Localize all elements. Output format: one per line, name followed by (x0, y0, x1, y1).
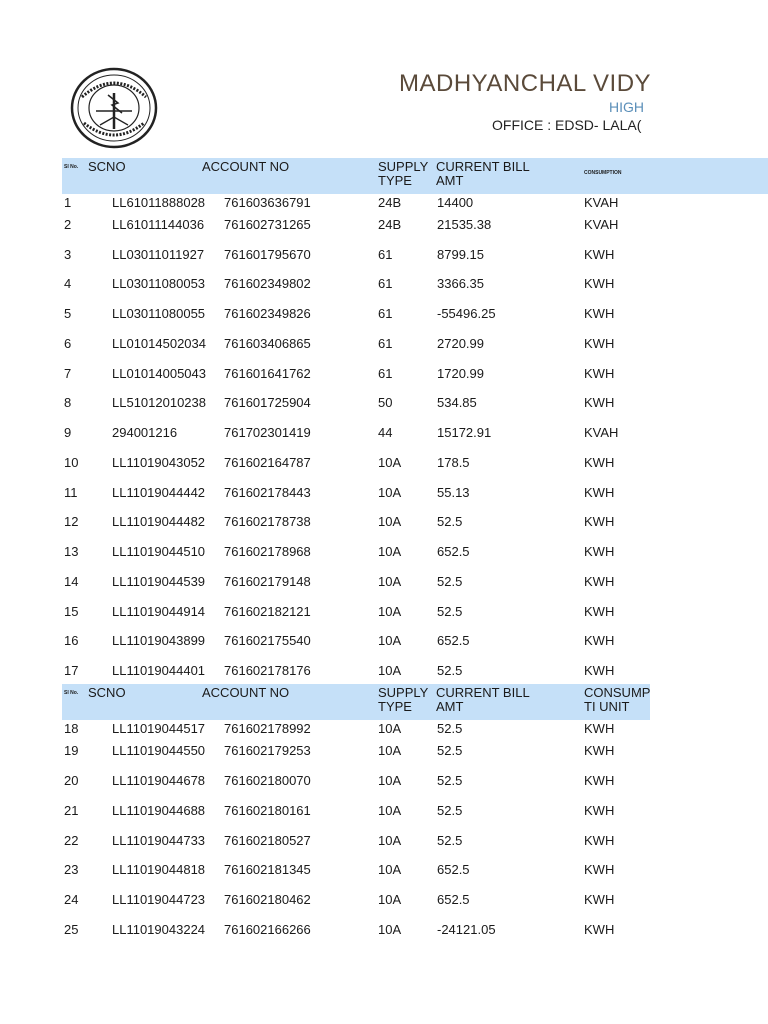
cell-unit: KWH (584, 247, 615, 262)
cell-supply-type: 10A (378, 544, 402, 559)
cell-sno: 20 (64, 773, 79, 788)
cell-unit: KWH (584, 892, 615, 907)
cell-scno: LL03011011927 (112, 247, 205, 262)
col-header-scno: SCNO (88, 685, 126, 700)
cell-unit: KWH (584, 922, 615, 937)
table-row (0, 195, 768, 211)
table-row (0, 425, 768, 441)
cell-account: 761602178443 (224, 485, 311, 500)
cell-sno: 18 (64, 721, 79, 736)
cell-unit: KWH (584, 633, 615, 648)
col-header-current-bill: CURRENT BILL AMT (436, 685, 530, 714)
cell-sno: 10 (64, 455, 79, 470)
cell-bill-amount: 55.13 (437, 485, 470, 500)
cell-supply-type: 24B (378, 217, 402, 232)
cell-account: 761702301419 (224, 425, 311, 440)
table-header-second (62, 684, 650, 720)
cell-unit: KWH (584, 306, 615, 321)
organization-subtitle: HIGH (609, 99, 644, 115)
cell-sno: 11 (64, 485, 78, 500)
office-label: OFFICE : EDSD- LALA( (492, 117, 642, 133)
col-header-account: ACCOUNT NO (202, 685, 290, 700)
table-row (0, 514, 768, 530)
table-row (0, 455, 768, 471)
cell-supply-type: 10A (378, 862, 402, 877)
cell-supply-type: 61 (378, 276, 393, 291)
cell-account: 761602178992 (224, 721, 311, 736)
cell-scno: LL03011080055 (112, 306, 206, 321)
table-row (0, 544, 768, 560)
cell-unit: KWH (584, 544, 615, 559)
cell-sno: 4 (64, 276, 72, 291)
cell-bill-amount: 652.5 (437, 862, 470, 877)
table-row (0, 276, 768, 292)
cell-supply-type: 61 (378, 336, 393, 351)
cell-account: 761602166266 (224, 922, 311, 937)
cell-bill-amount: -55496.25 (437, 306, 496, 321)
cell-sno: 12 (64, 514, 79, 529)
cell-account: 761602175540 (224, 633, 311, 648)
cell-sno: 6 (64, 336, 72, 351)
cell-supply-type: 10A (378, 574, 402, 589)
col-header-supply-type: SUPPLY TYPE (378, 159, 429, 188)
cell-scno: LL11019044733 (112, 833, 206, 848)
cell-sno: 22 (64, 833, 79, 848)
cell-sno: 3 (64, 247, 72, 262)
table-row (0, 833, 768, 849)
cell-account: 761602179148 (224, 574, 311, 589)
cell-sno: 16 (64, 633, 79, 648)
cell-sno: 2 (64, 217, 72, 232)
cell-scno: LL11019044550 (112, 743, 206, 758)
col-header-consumption: CONSUMPTION (584, 170, 622, 176)
cell-scno: LL11019044401 (112, 663, 206, 678)
col-header-consumption-unit: CONSUMP TI UNIT (584, 685, 651, 714)
cell-unit: KVAH (584, 425, 619, 440)
company-seal-logo (70, 67, 158, 149)
cell-unit: KWH (584, 395, 615, 410)
cell-account: 761602164787 (224, 455, 311, 470)
cell-account: 761602178968 (224, 544, 311, 559)
cell-supply-type: 10A (378, 514, 402, 529)
cell-scno: LL11019044539 (112, 574, 206, 589)
cell-account: 761601641762 (224, 366, 311, 381)
table-row (0, 633, 768, 649)
cell-scno: LL11019043899 (112, 633, 206, 648)
table-row (0, 306, 768, 322)
table-row (0, 773, 768, 789)
cell-account: 761602349802 (224, 276, 311, 291)
cell-supply-type: 61 (378, 366, 393, 381)
cell-sno: 25 (64, 922, 79, 937)
cell-account: 761602182121 (224, 604, 311, 619)
cell-unit: KVAH (584, 195, 619, 210)
cell-scno: LL11019044688 (112, 803, 206, 818)
cell-account: 761602178176 (224, 663, 311, 678)
cell-sno: 9 (64, 425, 72, 440)
cell-scno: LL01014005043 (112, 366, 206, 381)
cell-bill-amount: 534.85 (437, 395, 477, 410)
cell-bill-amount: 15172.91 (437, 425, 492, 440)
cell-account: 761602731265 (224, 217, 311, 232)
cell-supply-type: 10A (378, 721, 402, 736)
cell-unit: KWH (584, 663, 615, 678)
cell-unit: KWH (584, 833, 615, 848)
cell-supply-type: 10A (378, 633, 402, 648)
cell-bill-amount: 8799.15 (437, 247, 484, 262)
cell-bill-amount: 52.5 (437, 604, 463, 619)
cell-bill-amount: 52.5 (437, 574, 463, 589)
cell-sno: 21 (64, 803, 79, 818)
cell-scno: LL11019044914 (112, 604, 206, 619)
cell-scno: LL01014502034 (112, 336, 206, 351)
cell-scno: LL61011888028 (112, 195, 206, 210)
cell-unit: KWH (584, 485, 615, 500)
cell-unit: KWH (584, 574, 615, 589)
cell-account: 761603406865 (224, 336, 311, 351)
cell-unit: KWH (584, 366, 615, 381)
table-row (0, 862, 768, 878)
cell-bill-amount: 652.5 (437, 892, 470, 907)
cell-account: 761601795670 (224, 247, 311, 262)
cell-scno: LL03011080053 (112, 276, 206, 291)
table-row (0, 217, 768, 233)
cell-bill-amount: 652.5 (437, 633, 470, 648)
cell-supply-type: 10A (378, 604, 402, 619)
cell-sno: 8 (64, 395, 72, 410)
cell-supply-type: 44 (378, 425, 393, 440)
table-row (0, 663, 768, 679)
cell-sno: 1 (64, 195, 72, 210)
cell-bill-amount: 2720.99 (437, 336, 484, 351)
table-header-first (62, 158, 768, 194)
organization-name: MADHYANCHAL VIDY (399, 70, 652, 97)
table-row (0, 892, 768, 908)
cell-sno: 17 (64, 663, 79, 678)
cell-bill-amount: 52.5 (437, 721, 463, 736)
cell-supply-type: 10A (378, 892, 402, 907)
cell-unit: KWH (584, 743, 615, 758)
col-header-scno: SCNO (88, 159, 126, 174)
col-header-sno: SI No. (64, 690, 79, 696)
cell-sno: 14 (64, 574, 79, 589)
cell-supply-type: 10A (378, 663, 402, 678)
cell-unit: KVAH (584, 217, 619, 232)
cell-supply-type: 10A (378, 833, 402, 848)
cell-account: 761602180527 (224, 833, 311, 848)
cell-unit: KWH (584, 773, 615, 788)
cell-account: 761602180462 (224, 892, 311, 907)
cell-bill-amount: 21535.38 (437, 217, 492, 232)
cell-sno: 15 (64, 604, 79, 619)
cell-sno: 13 (64, 544, 79, 559)
cell-scno: LL51012010238 (112, 395, 206, 410)
cell-scno: LL11019044482 (112, 514, 206, 529)
cell-sno: 5 (64, 306, 72, 321)
cell-supply-type: 10A (378, 803, 402, 818)
cell-sno: 23 (64, 862, 79, 877)
table-row (0, 574, 768, 590)
cell-scno: LL11019044723 (112, 892, 206, 907)
cell-bill-amount: 52.5 (437, 514, 463, 529)
cell-unit: KWH (584, 455, 615, 470)
cell-supply-type: 10A (378, 455, 402, 470)
cell-sno: 24 (64, 892, 79, 907)
table-row (0, 721, 768, 737)
cell-account: 761602180070 (224, 773, 311, 788)
col-header-supply-type: SUPPLY TYPE (378, 685, 429, 714)
table-row (0, 604, 768, 620)
col-header-sno: SI No. (64, 164, 79, 170)
cell-scno: LL11019044818 (112, 862, 206, 877)
cell-sno: 19 (64, 743, 79, 758)
table-row (0, 803, 768, 819)
cell-unit: KWH (584, 336, 615, 351)
cell-account: 761602179253 (224, 743, 311, 758)
cell-unit: KWH (584, 276, 615, 291)
cell-bill-amount: 652.5 (437, 544, 470, 559)
cell-account: 761602178738 (224, 514, 311, 529)
cell-scno: 294001216 (112, 425, 178, 440)
cell-unit: KWH (584, 862, 615, 877)
table-row (0, 395, 768, 411)
cell-supply-type: 61 (378, 247, 393, 262)
cell-scno: LL11019044510 (112, 544, 206, 559)
cell-bill-amount: 52.5 (437, 803, 463, 818)
cell-unit: KWH (584, 803, 615, 818)
cell-bill-amount: 52.5 (437, 773, 463, 788)
cell-account: 761602349826 (224, 306, 311, 321)
cell-bill-amount: 52.5 (437, 663, 463, 678)
cell-bill-amount: 14400 (437, 195, 474, 210)
cell-scno: LL11019044517 (112, 721, 206, 736)
cell-unit: KWH (584, 721, 615, 736)
cell-scno: LL11019044442 (112, 485, 206, 500)
cell-bill-amount: 178.5 (437, 455, 470, 470)
cell-account: 761602180161 (224, 803, 311, 818)
col-header-current-bill: CURRENT BILL AMT (436, 159, 530, 188)
cell-sno: 7 (64, 366, 72, 381)
cell-supply-type: 10A (378, 773, 402, 788)
cell-supply-type: 61 (378, 306, 393, 321)
cell-bill-amount: -24121.05 (437, 922, 496, 937)
cell-supply-type: 24B (378, 195, 402, 210)
cell-scno: LL61011144036 (112, 217, 205, 232)
cell-account: 761601725904 (224, 395, 311, 410)
table-row (0, 247, 768, 263)
cell-supply-type: 10A (378, 485, 402, 500)
table-row (0, 485, 768, 501)
cell-scno: LL11019044678 (112, 773, 206, 788)
cell-unit: KWH (584, 514, 615, 529)
cell-supply-type: 10A (378, 743, 402, 758)
cell-scno: LL11019043052 (112, 455, 206, 470)
cell-scno: LL11019043224 (112, 922, 206, 937)
cell-account: 761602181345 (224, 862, 311, 877)
cell-bill-amount: 3366.35 (437, 276, 484, 291)
table-row (0, 922, 768, 938)
table-row (0, 336, 768, 352)
col-header-account: ACCOUNT NO (202, 159, 290, 174)
cell-bill-amount: 52.5 (437, 833, 463, 848)
cell-supply-type: 50 (378, 395, 393, 410)
cell-unit: KWH (584, 604, 615, 619)
table-row (0, 366, 768, 382)
cell-account: 761603636791 (224, 195, 311, 210)
table-row (0, 743, 768, 759)
cell-supply-type: 10A (378, 922, 402, 937)
cell-bill-amount: 1720.99 (437, 366, 484, 381)
cell-bill-amount: 52.5 (437, 743, 463, 758)
